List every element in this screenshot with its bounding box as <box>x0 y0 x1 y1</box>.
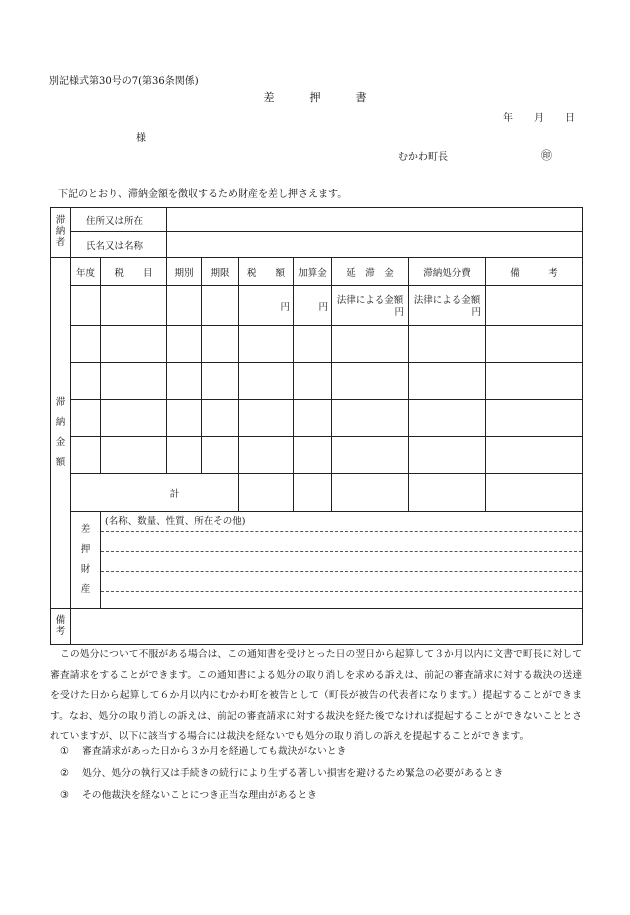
cell[interactable] <box>167 437 202 474</box>
cell[interactable] <box>332 400 409 437</box>
cell[interactable] <box>167 363 202 400</box>
cell[interactable] <box>202 437 239 474</box>
cell[interactable] <box>409 363 486 400</box>
cell[interactable] <box>332 437 409 474</box>
cell[interactable] <box>294 363 332 400</box>
seized-property-label: 差 押 財 産 <box>71 512 101 609</box>
col-header-late-fee: 延 滞 金 <box>332 258 409 286</box>
issuer-name: むかわ町長 <box>398 152 448 163</box>
cell[interactable] <box>71 400 101 437</box>
cell[interactable] <box>332 326 409 363</box>
amount-label: 滞 納 金 額 <box>51 258 71 609</box>
col-header-surcharge: 加算金 <box>294 258 332 286</box>
cell[interactable] <box>486 400 583 437</box>
list-item: ① 審査請求があった日から３か月を経過しても裁決がないとき <box>60 746 347 757</box>
seized-property-field[interactable] <box>101 512 583 609</box>
surcharge-unit[interactable]: 円 <box>294 286 332 326</box>
address-field[interactable] <box>167 208 583 232</box>
total-disposition-cost[interactable] <box>409 474 486 512</box>
document-title <box>246 89 384 105</box>
col-header-tax-amount: 税 額 <box>239 258 294 286</box>
remarks-label: 備 考 <box>51 609 71 645</box>
name-label: 氏名又は名称 <box>71 232 167 258</box>
cell[interactable] <box>409 400 486 437</box>
cell[interactable] <box>202 400 239 437</box>
cell[interactable] <box>486 326 583 363</box>
cell[interactable] <box>202 363 239 400</box>
title-char-2: 押 <box>309 91 321 104</box>
cell[interactable] <box>101 326 167 363</box>
table-row <box>51 363 583 400</box>
title-char-1: 差 <box>263 91 275 104</box>
total-row <box>51 474 583 512</box>
tax-amount-unit[interactable]: 円 <box>239 286 294 326</box>
cell[interactable] <box>294 326 332 363</box>
cell[interactable] <box>239 437 294 474</box>
col-header-period: 期別 <box>167 258 202 286</box>
table-row <box>51 286 583 326</box>
seized-property-line[interactable] <box>101 532 582 552</box>
cell[interactable] <box>239 326 294 363</box>
col-header-tax-item: 税 目 <box>101 258 167 286</box>
delinquent-label: 滞 納 者 <box>51 208 71 258</box>
cell[interactable] <box>101 437 167 474</box>
cell[interactable] <box>486 437 583 474</box>
list-item: ② 処分、処分の執行又は手続きの続行により生ずる著しい損害を避けるため緊急の必要があるとき <box>60 768 504 779</box>
exception-list <box>60 741 503 807</box>
disposition-cost-unit[interactable]: 法律による金額 円 <box>409 286 486 326</box>
total-remarks[interactable] <box>486 474 583 512</box>
total-tax-amount[interactable] <box>239 474 294 512</box>
cell[interactable] <box>101 286 167 326</box>
table-row <box>51 437 583 474</box>
late-fee-unit[interactable]: 法律による金額 円 <box>332 286 409 326</box>
date-day-label: 日 <box>565 113 575 124</box>
seized-property-line[interactable] <box>101 572 582 592</box>
seized-property-hint: (名称、数量、性質、所在その他) <box>101 512 582 532</box>
col-header-remarks: 備 考 <box>486 258 583 286</box>
intro-text: 下記のとおり、滞納金額を徴収するため財産を差し押さえます。 <box>58 189 348 200</box>
list-item: ③ その他裁決を経ないことにつき正当な理由があるとき <box>60 790 317 801</box>
form-reference: 別記様式第30号の7(第36条関係) <box>49 76 199 87</box>
total-late-fee[interactable] <box>332 474 409 512</box>
cell[interactable] <box>101 400 167 437</box>
cell[interactable] <box>167 286 202 326</box>
total-surcharge[interactable] <box>294 474 332 512</box>
col-header-disposition-cost: 滞納処分費 <box>409 258 486 286</box>
col-header-due: 期限 <box>202 258 239 286</box>
name-field[interactable] <box>167 232 583 258</box>
cell[interactable] <box>294 437 332 474</box>
appeal-notice-paragraph: この処分について不服がある場合は、この通知書を受けとった日の翌日から起算して３か月以内に文書で町長に対して審査請求をすることができます。この通知書による処分の取り消しを求める訴えは、前記の審査請求に対する裁決の送達を受けた日から起算して６か月以内にむかわ町を被告として（町長が被告の代表者になります。）提起することができます。なお、処分の取り消しの訴えは、前記の審査請求に対する裁決を経た後でなければ提起することができないこととされていますが、以下に該当する場合には裁決を経ないでも処分の取り消しの訴えを提起することができます。 <box>50 649 582 742</box>
cell[interactable] <box>71 286 101 326</box>
date-year-label: 年 <box>503 113 513 124</box>
date-month-label: 月 <box>534 113 544 124</box>
cell[interactable] <box>486 363 583 400</box>
cell[interactable] <box>71 326 101 363</box>
seized-property-line[interactable] <box>101 552 582 572</box>
cell[interactable] <box>71 437 101 474</box>
cell[interactable] <box>239 400 294 437</box>
appeal-notice <box>50 645 582 748</box>
addressee-suffix: 様 <box>136 133 146 144</box>
table-row <box>51 400 583 437</box>
cell[interactable] <box>71 363 101 400</box>
title-char-3: 書 <box>355 91 367 104</box>
address-label: 住所又は所在 <box>71 208 167 232</box>
cell[interactable] <box>202 326 239 363</box>
cell[interactable] <box>332 363 409 400</box>
remarks-field[interactable] <box>71 609 583 645</box>
cell[interactable] <box>101 363 167 400</box>
cell[interactable] <box>167 326 202 363</box>
cell[interactable] <box>486 286 583 326</box>
total-label: 計 <box>71 474 239 512</box>
cell[interactable] <box>294 400 332 437</box>
table-row <box>51 326 583 363</box>
seizure-table <box>50 207 583 645</box>
cell[interactable] <box>202 286 239 326</box>
col-header-year: 年度 <box>71 258 101 286</box>
cell[interactable] <box>167 400 202 437</box>
cell[interactable] <box>409 437 486 474</box>
cell[interactable] <box>239 363 294 400</box>
cell[interactable] <box>409 326 486 363</box>
seal-mark: ㊞ <box>541 149 552 162</box>
